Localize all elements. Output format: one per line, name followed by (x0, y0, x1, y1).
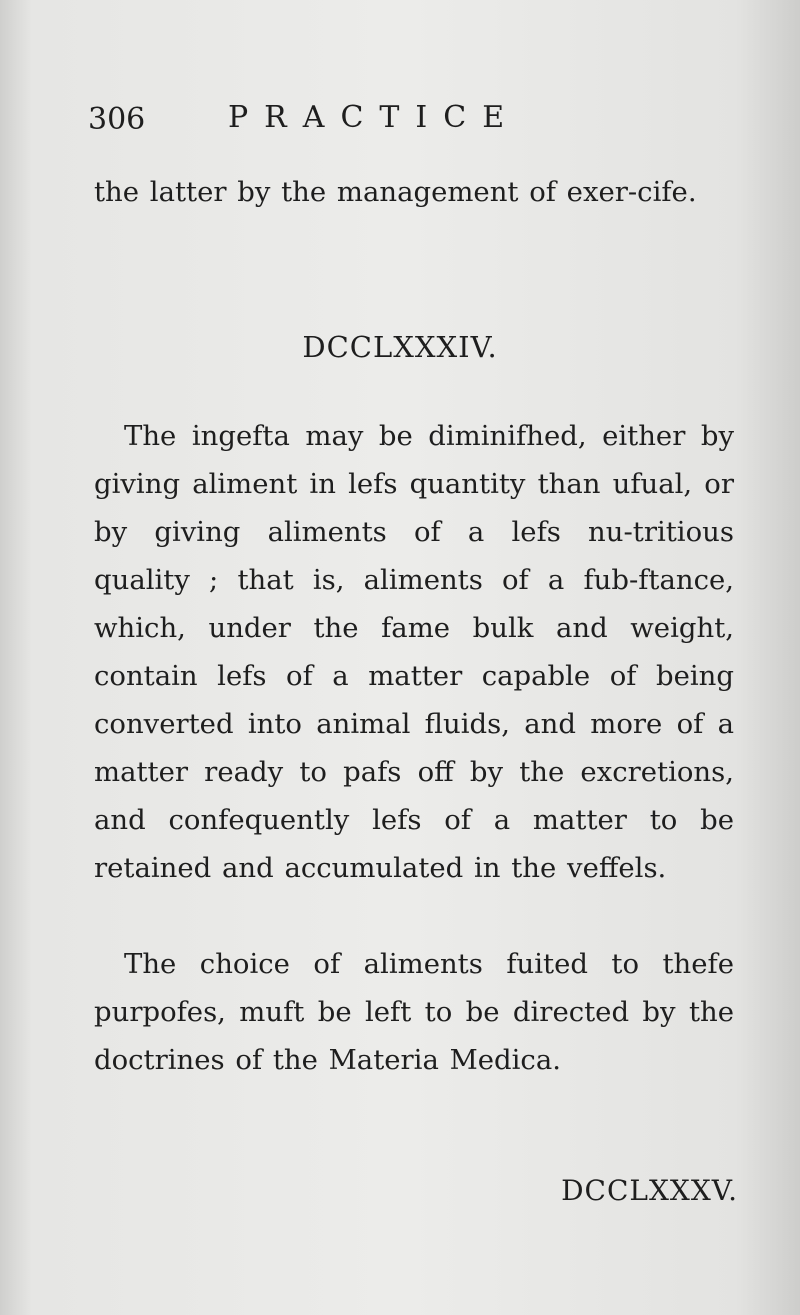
page-header (88, 96, 728, 146)
catchword: DCCLXXXV. (561, 1174, 738, 1207)
paragraph-1: The ingefta may be diminifhed, either by giving aliment in lefs quantity than ufual, or by giving aliments of a lefs nu-tritious quality ; that is, aliments of a fub-ftance, which, under the fame bulk and weight, contain lefs of a matter capable of being converted into animal fluids, and more of a matter ready to pafs off by the excretions, and confequently lefs of a matter to be retained and accumulated in the veffels. (94, 420, 734, 884)
running-head: PRACTICE (228, 100, 521, 135)
paragraph-2: The choice of aliments fuited to thefe purpofes, muft be left to be directed by the doctrines of the Materia Medica. (94, 948, 734, 1076)
page-number: 306 (88, 102, 146, 137)
carryover-text: the latter by the management of exer-cife. (94, 176, 697, 208)
section-heading: DCCLXXXIV. (302, 330, 498, 364)
